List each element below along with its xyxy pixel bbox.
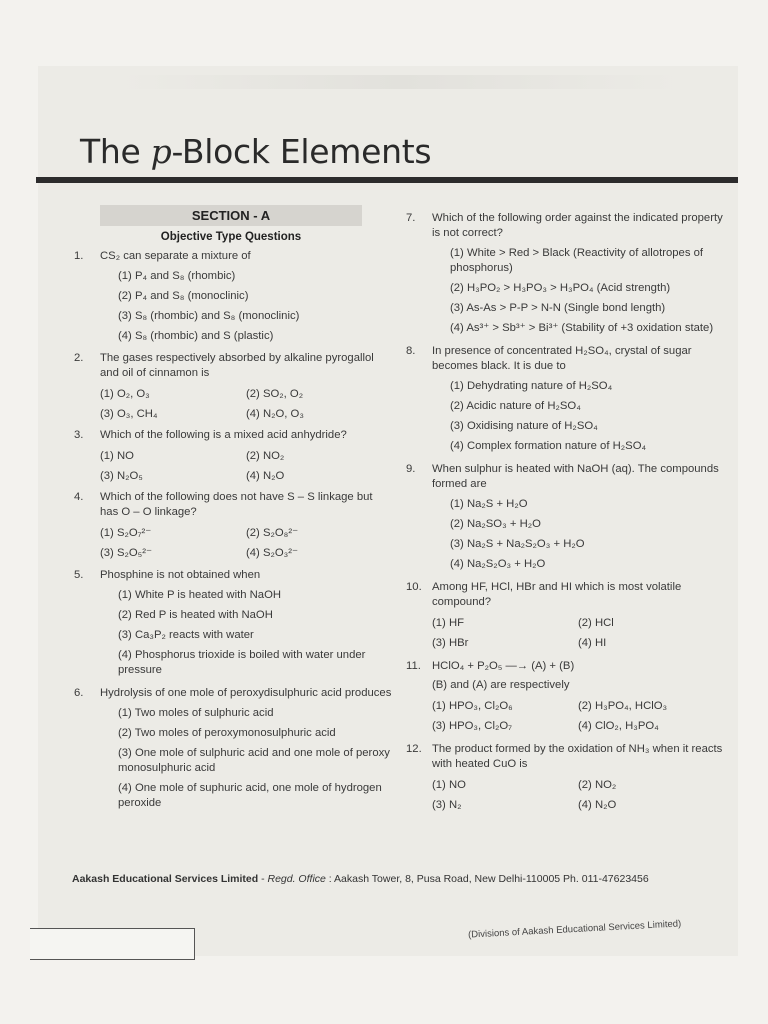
option: (2) Acidic nature of H₂SO₄ bbox=[450, 400, 581, 412]
option: (4) S₈ (rhombic) and S (plastic) bbox=[118, 330, 274, 342]
footer-company: Aakash Educational Services Limited bbox=[72, 873, 259, 885]
question-number: 3. bbox=[74, 429, 84, 441]
divisions-note: (Divisions of Aakash Educational Services Limited) bbox=[467, 918, 682, 941]
option: (4) N₂O bbox=[578, 799, 617, 811]
question-number: 8. bbox=[406, 345, 416, 357]
option: (1) O₂, O₃ bbox=[100, 388, 150, 400]
question-text-2: (B) and (A) are respectively bbox=[432, 679, 570, 691]
question-text: The product formed by the oxidation of NH₃ when it reacts with heated CuO is bbox=[432, 743, 723, 770]
question-3 bbox=[72, 428, 392, 443]
question-number: 11. bbox=[406, 660, 421, 672]
option: (2) Two moles of peroxymonosulphuric acid bbox=[118, 727, 336, 739]
option: (4) As³⁺ > Sb³⁺ > Bi³⁺ (Stability of +3 oxidation state) bbox=[450, 322, 714, 334]
option: (2) H₃PO₄, HClO₃ bbox=[578, 700, 668, 712]
question-text: CS₂ can separate a mixture of bbox=[100, 250, 251, 262]
question-8 bbox=[404, 344, 724, 374]
option: (3) HPO₃, Cl₂O₇ bbox=[432, 720, 513, 732]
options-grid bbox=[432, 616, 724, 651]
option: (4) Phosphorus trioxide is boiled with water under pressure bbox=[118, 649, 366, 676]
option: (1) NO bbox=[432, 779, 466, 791]
options-grid bbox=[100, 387, 392, 422]
faint-bleed-through bbox=[120, 75, 680, 89]
option: (1) Dehydrating nature of H₂SO₄ bbox=[450, 380, 613, 392]
option: (2) Na₂SO₃ + H₂O bbox=[450, 518, 541, 530]
option: (2) HCl bbox=[578, 617, 614, 629]
subsection-heading: Objective Type Questions bbox=[160, 231, 302, 243]
option: (2) H₃PO₂ > H₃PO₃ > H₃PO₄ (Acid strength) bbox=[450, 282, 671, 294]
question-number: 4. bbox=[74, 491, 84, 503]
options-grid bbox=[100, 526, 392, 561]
question-text: The gases respectively absorbed by alkaline pyrogallol and oil of cinnamon is bbox=[100, 352, 374, 379]
question-number: 12. bbox=[406, 743, 422, 755]
footer: Aakash Educational Services Limited - Regd. Office : Aakash Tower, 8, Pusa Road, New Delhi-110005 Ph. 011-47623456 bbox=[72, 873, 649, 885]
question-12 bbox=[404, 742, 724, 772]
option: (2) NO₂ bbox=[578, 779, 617, 791]
option: (1) White > Red > Black (Reactivity of allotropes of phosphorus) bbox=[450, 247, 704, 274]
question-9 bbox=[404, 462, 724, 492]
option: (1) HPO₃, Cl₂O₆ bbox=[432, 700, 513, 712]
option: (1) P₄ and S₈ (rhombic) bbox=[118, 270, 236, 282]
question-4 bbox=[72, 490, 392, 520]
question-number: 6. bbox=[74, 687, 84, 699]
option: (2) P₄ and S₈ (monoclinic) bbox=[118, 290, 249, 302]
option: (1) S₂O₇²⁻ bbox=[100, 527, 152, 539]
question-number: 5. bbox=[74, 569, 84, 581]
question-text: HClO₄ + P₂O₅ —→ (A) + (B) bbox=[432, 660, 575, 672]
options-grid bbox=[100, 449, 392, 484]
option: (3) S₂O₅²⁻ bbox=[100, 547, 152, 559]
option: (3) As-As > P-P > N-N (Single bond length) bbox=[450, 302, 666, 314]
bottom-left-box bbox=[30, 928, 195, 960]
question-text: Phosphine is not obtained when bbox=[100, 569, 261, 581]
option: (4) One mole of suphuric acid, one mole of hydrogen peroxide bbox=[118, 782, 382, 809]
question-text: In presence of concentrated H₂SO₄, crystal of sugar becomes black. It is due to bbox=[432, 345, 692, 372]
question-text: Hydrolysis of one mole of peroxydisulphuric acid produces bbox=[100, 687, 392, 699]
question-11 bbox=[404, 659, 724, 693]
option: (3) S₈ (rhombic) and S₈ (monoclinic) bbox=[118, 310, 300, 322]
question-text: When sulphur is heated with NaOH (aq). The compounds formed are bbox=[432, 463, 719, 490]
option: (1) White P is heated with NaOH bbox=[118, 589, 282, 601]
option: (4) Complex formation nature of H₂SO₄ bbox=[450, 440, 647, 452]
option: (4) N₂O bbox=[246, 470, 285, 482]
option: (2) S₂O₈²⁻ bbox=[246, 527, 299, 539]
question-text: Which of the following is a mixed acid anhydride? bbox=[100, 429, 347, 441]
options-grid bbox=[432, 699, 724, 734]
option: (1) Two moles of sulphuric acid bbox=[118, 707, 274, 719]
option: (4) N₂O, O₃ bbox=[246, 408, 304, 420]
question-number: 9. bbox=[406, 463, 416, 475]
question-5 bbox=[72, 568, 392, 583]
option: (1) NO bbox=[100, 450, 134, 462]
option: (4) ClO₂, H₃PO₄ bbox=[578, 720, 659, 732]
question-number: 2. bbox=[74, 352, 84, 364]
option: (2) SO₂, O₂ bbox=[246, 388, 304, 400]
right-column bbox=[404, 207, 724, 813]
option: (3) N₂O₅ bbox=[100, 470, 143, 482]
option: (2) NO₂ bbox=[246, 450, 285, 462]
option: (3) O₃, CH₄ bbox=[100, 408, 158, 420]
question-10 bbox=[404, 580, 724, 610]
chapter-title: The p-Block Elements bbox=[80, 132, 432, 171]
option: (4) Na₂S₂O₃ + H₂O bbox=[450, 558, 546, 570]
options-grid bbox=[432, 778, 724, 813]
question-number: 1. bbox=[74, 250, 84, 262]
option: (4) HI bbox=[578, 637, 607, 649]
option: (3) One mole of sulphuric acid and one mole of peroxy monosulphuric acid bbox=[118, 747, 390, 774]
question-7 bbox=[404, 211, 724, 241]
option: (3) N₂ bbox=[432, 799, 462, 811]
footer-regd: Regd. Office bbox=[267, 873, 326, 885]
option: (3) Ca₃P₂ reacts with water bbox=[118, 629, 254, 641]
question-text: Among HF, HCl, HBr and HI which is most volatile compound? bbox=[432, 581, 682, 608]
question-6 bbox=[72, 686, 392, 701]
question-number: 10. bbox=[406, 581, 422, 593]
option: (4) S₂O₃²⁻ bbox=[246, 547, 298, 559]
option: (3) Na₂S + Na₂S₂O₃ + H₂O bbox=[450, 538, 585, 550]
section-heading: SECTION - A bbox=[100, 205, 362, 226]
question-1 bbox=[72, 249, 392, 264]
option: (3) HBr bbox=[432, 637, 469, 649]
footer-address: : Aakash Tower, 8, Pusa Road, New Delhi-110005 Ph. 011-47623456 bbox=[328, 873, 649, 885]
option: (1) HF bbox=[432, 617, 465, 629]
option: (2) Red P is heated with NaOH bbox=[118, 609, 273, 621]
title-rule bbox=[36, 177, 738, 183]
question-text: Which of the following order against the indicated property is not correct? bbox=[432, 212, 723, 239]
question-number: 7. bbox=[406, 212, 416, 224]
left-column bbox=[72, 205, 392, 811]
option: (3) Oxidising nature of H₂SO₄ bbox=[450, 420, 598, 432]
question-2 bbox=[72, 351, 392, 381]
option: (1) Na₂S + H₂O bbox=[450, 498, 528, 510]
question-text: Which of the following does not have S – S linkage but has O – O linkage? bbox=[100, 491, 373, 518]
